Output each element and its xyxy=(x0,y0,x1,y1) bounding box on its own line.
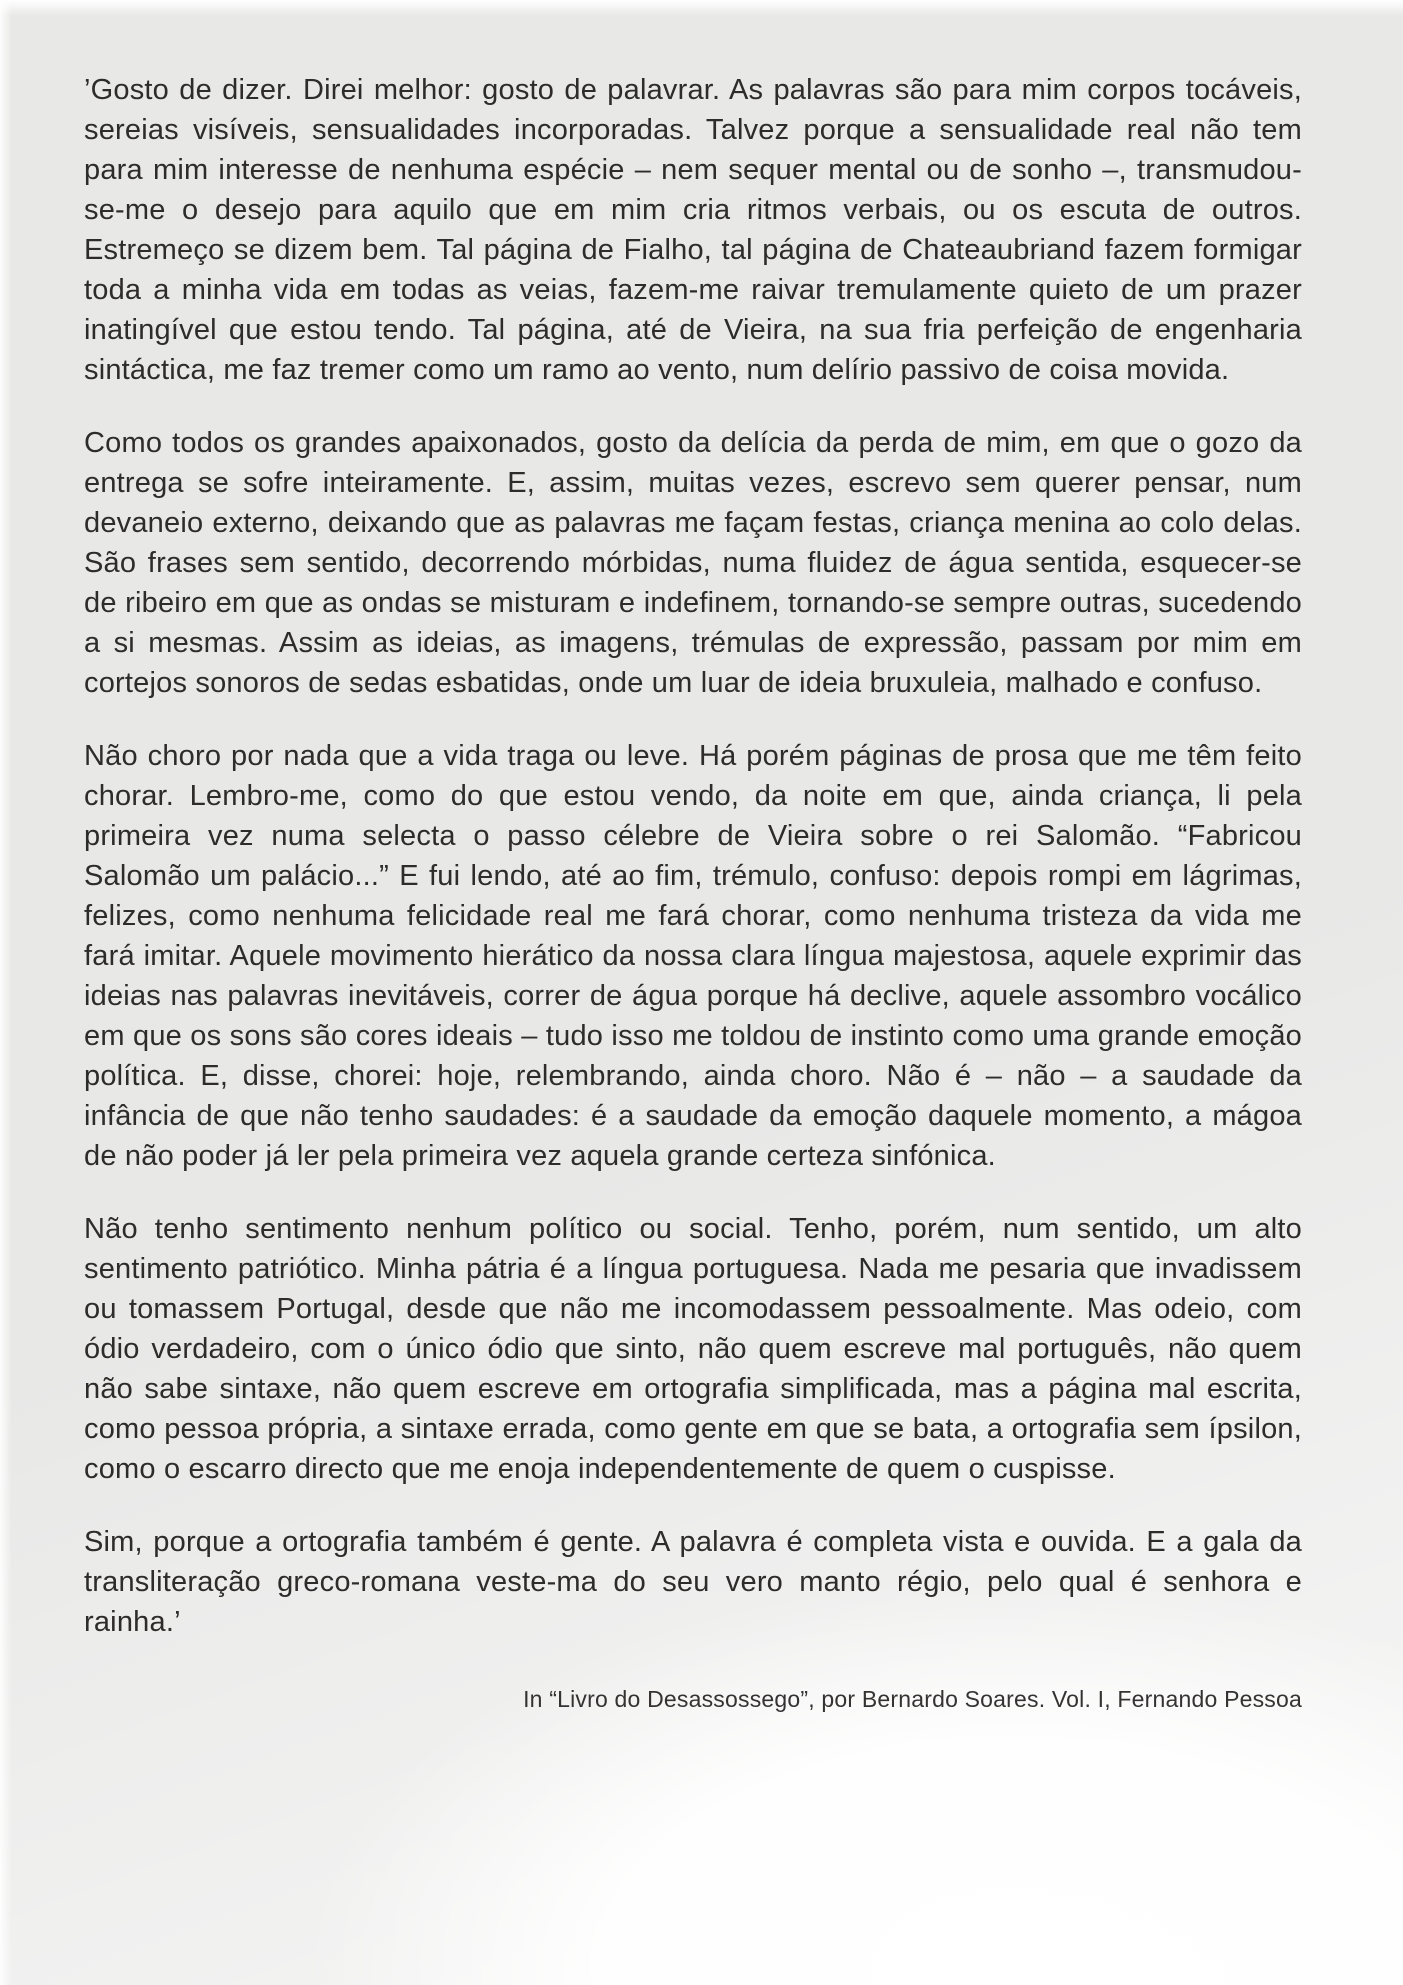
quote-paragraph-3: Não choro por nada que a vida traga ou leve. Há porém páginas de prosa que me têm feito chorar. Lembro-me, como do que estou vendo, da noite em que, ainda criança, li pela primeira vez numa selecta o passo célebre de Vieira sobre o rei Salomão. “Fabricou Salomão um palácio...” E fui lendo, até ao fim, trémulo, confuso: depois rompi em lágrimas, felizes, como nenhuma felicidade real me fará chorar, como nenhuma tristeza da vida me fará imitar. Aquele movimento hierático da nossa clara língua majestosa, aquele exprimir das ideias nas palavras inevitáveis, correr de água porque há declive, aquele assombro vocálico em que os sons são cores ideais – tudo isso me toldou de instinto como uma grande emoção política. E, disse, chorei: hoje, relembrando, ainda choro. Não é – não – a saudade da infância de que não tenho saudades: é a saudade da emoção daquele momento, a mágoa de não poder já ler pela primeira vez aquela grande certeza sinfónica. xyxy=(84,740,1302,1172)
attribution-line: In “Livro do Desassossego”, por Bernardo Soares. Vol. I, Fernando Pessoa xyxy=(523,1686,1302,1712)
quote-paragraph-5: Sim, porque a ortografia também é gente. A palavra é completa vista e ouvida. E a gala da transliteração greco-romana veste-ma do seu vero manto régio, pelo qual é senhora e rainha.’ xyxy=(84,1526,1302,1638)
quote-paragraph-4: Não tenho sentimento nenhum político ou social. Tenho, porém, num sentido, um alto sentimento patriótico. Minha pátria é a língua portuguesa. Nada me pesaria que invadissem ou tomassem Portugal, desde que não me incomodassem pessoalmente. Mas odeio, com ódio verdadeiro, com o único ódio que sinto, não quem escreve mal português, não quem não sabe sintaxe, não quem escreve em ortografia simplificada, mas a página mal escrita, como pessoa própria, a sintaxe errada, como gente em que se bata, a ortografia sem ípsilon, como o escarro directo que me enoja independentemente de quem o cuspisse. xyxy=(84,1213,1302,1485)
quote-paragraph-2: Como todos os grandes apaixonados, gosto da delícia da perda de mim, em que o gozo da entrega se sofre inteiramente. E, assim, muitas vezes, escrevo sem querer pensar, num devaneio externo, deixando que as palavras me façam festas, criança menina ao colo delas. São frases sem sentido, decorrendo mórbidas, numa fluidez de água sentida, esquecer-se de ribeiro em que as ondas se misturam e indefinem, tornando-se sempre outras, sucedendo a si mesmas. Assim as ideias, as imagens, trémulas de expressão, passam por mim em cortejos sonoros de sedas esbatidas, onde um luar de ideia bruxuleia, malhado e confuso. xyxy=(84,427,1302,699)
quote-paragraph-1: ’Gosto de dizer. Direi melhor: gosto de palavrar. As palavras são para mim corpos tocáveis, sereias visíveis, sensualidades incorporadas. Talvez porque a sensualidade real não tem para mim interesse de nenhuma espécie – nem sequer mental ou de sonho –, transmudou-se-me o desejo para aquilo que em mim cria ritmos verbais, ou os escuta de outros. Estremeço se dizem bem. Tal página de Fialho, tal página de Chateaubriand fazem formigar toda a minha vida em todas as veias, fazem-me raivar tremulamente quieto de um prazer inatingível que estou tendo. Tal página, até de Vieira, na sua fria perfeição de engenharia sintáctica, me faz tremer como um ramo ao vento, num delírio passivo de coisa movida. xyxy=(84,74,1302,386)
quote-text-block xyxy=(84,70,1302,1714)
